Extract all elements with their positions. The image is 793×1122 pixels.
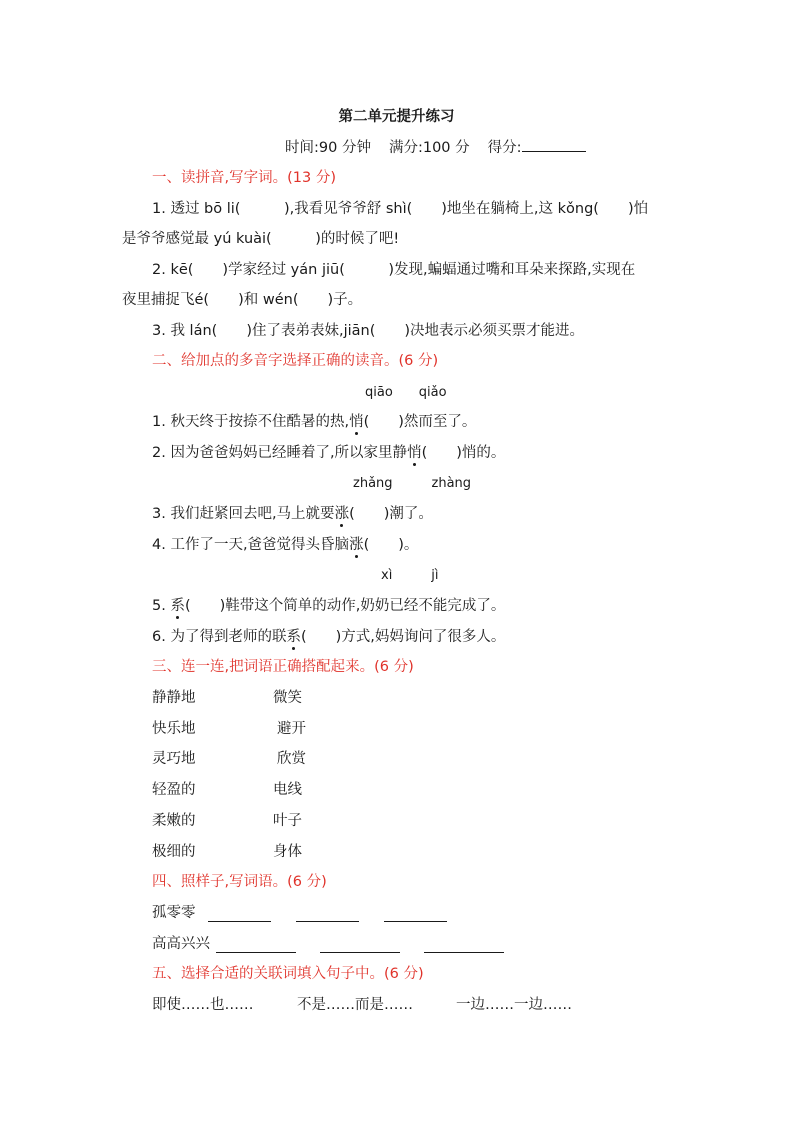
s1-question-2a: 2. kē( )学家经过 yán jiū( )发现,蝙蝠通过嘴和耳朵来探路,实现在	[152, 262, 636, 278]
pinyin-options-2: zhǎng zhàng	[353, 476, 472, 491]
s5-option-3: 一边……一边……	[456, 997, 572, 1013]
match-left-1[interactable]: 快乐地	[152, 721, 196, 737]
exam-meta	[285, 137, 586, 158]
match-right-3[interactable]: 电线	[273, 782, 302, 798]
s4-blank-2b[interactable]	[320, 938, 400, 953]
section-1-heading: 一、读拼音,写字词。(13 分)	[152, 170, 336, 186]
s1-question-1a: 1. 透过 bō li( ),我看见爷爷舒 shì( )地坐在躺椅上,这 kǒng( )怕	[152, 201, 649, 217]
s2-question-1: 1. 秋天终于按捺不住酷暑的热,悄( )然而至了。	[152, 414, 477, 430]
pinyin-options-3: xì jì	[381, 568, 439, 583]
match-left-3[interactable]: 轻盈的	[152, 782, 196, 798]
s1-question-3: 3. 我 lán( )住了表弟表妹,jiān( )决地表示必须买票才能进。	[152, 323, 585, 339]
s2-question-5: 5. 系( )鞋带这个简单的动作,奶奶已经不能完成了。	[152, 598, 506, 614]
dotted-char: 涨	[349, 537, 364, 553]
s2-question-2: 2. 因为爸爸妈妈已经睡着了,所以家里静悄( )悄的。	[152, 445, 506, 461]
match-right-5[interactable]: 身体	[273, 844, 302, 860]
s1-question-1b: 是爷爷感觉最 yú kuài( )的时候了吧!	[122, 231, 400, 247]
dotted-char: 系	[170, 598, 185, 614]
section-2-heading: 二、给加点的多音字选择正确的读音。(6 分)	[152, 353, 439, 369]
match-right-1[interactable]: 避开	[277, 721, 306, 737]
s5-option-1: 即使……也……	[152, 997, 254, 1013]
s5-option-2: 不是……而是……	[297, 997, 413, 1013]
match-right-0[interactable]: 微笑	[273, 690, 302, 706]
full-score-label: 满分:100 分	[388, 140, 470, 156]
match-right-2[interactable]: 欣赏	[277, 751, 306, 767]
match-left-2[interactable]: 灵巧地	[152, 751, 196, 767]
score-label: 得分:	[487, 140, 522, 156]
dotted-char: 悄	[407, 445, 422, 461]
pinyin-options-1: qiāo qiǎo	[365, 385, 447, 400]
match-left-0[interactable]: 静静地	[152, 690, 196, 706]
match-left-5[interactable]: 极细的	[152, 844, 196, 860]
page-title: 第二单元提升练习	[338, 109, 455, 125]
match-left-4[interactable]: 柔嫩的	[152, 813, 196, 829]
s4-blank-1b[interactable]	[296, 907, 359, 922]
s4-blank-2a[interactable]	[216, 938, 296, 953]
s2-question-6: 6. 为了得到老师的联系( )方式,妈妈询问了很多人。	[152, 629, 506, 645]
section-4-heading: 四、照样子,写词语。(6 分)	[152, 874, 327, 890]
s4-example-2: 高高兴兴	[152, 936, 210, 952]
s2-question-3: 3. 我们赶紧回去吧,马上就要涨( )潮了。	[152, 506, 433, 522]
section-3-heading: 三、连一连,把词语正确搭配起来。(6 分)	[152, 659, 414, 675]
time-label: 时间:90 分钟	[285, 140, 371, 156]
s1-question-2b: 夜里捕捉飞é( )和 wén( )子。	[122, 292, 363, 308]
dotted-char: 悄	[349, 414, 364, 430]
section-5-heading: 五、选择合适的关联词填入句子中。(6 分)	[152, 966, 424, 982]
dotted-char: 系	[286, 629, 301, 645]
match-right-4[interactable]: 叶子	[273, 813, 302, 829]
dotted-char: 涨	[334, 506, 350, 522]
s4-blank-2c[interactable]	[424, 938, 504, 953]
score-blank[interactable]	[522, 137, 586, 152]
s4-example-1: 孤零零	[152, 905, 196, 921]
s2-question-4: 4. 工作了一天,爸爸觉得头昏脑涨( )。	[152, 537, 419, 553]
s4-blank-1a[interactable]	[208, 907, 271, 922]
s4-blank-1c[interactable]	[384, 907, 447, 922]
